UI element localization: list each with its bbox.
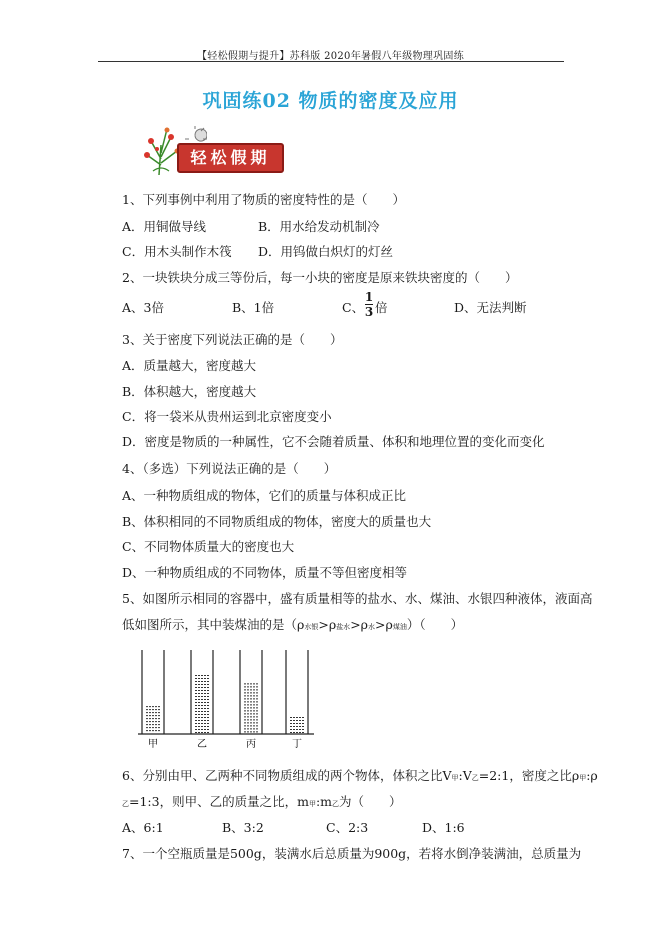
containers-figure [138,648,326,752]
q2-option-a: A、3倍 [122,300,164,315]
container-wall [191,650,213,734]
q2-option-c-prefix: C、 [342,300,365,315]
container-wall [286,650,308,734]
q5-sub-mercury: 水银 [304,623,319,631]
q2-option-b: B、1倍 [232,300,275,315]
q7-stem: 7、一个空瓶质量是500g，装满水后总质量为900g，若将水倒净装满油，总质量为 [122,846,582,861]
q1-option-a: A．用铜做导线 [122,219,207,234]
q6-line1 [122,766,598,784]
q4-option-b: B、体积相同的不同物质组成的物体，密度大的质量也大 [122,514,432,529]
page-title: 巩固练02 物质的密度及应用 [202,90,459,112]
q1-stem: 1、下列事例中利用了物质的密度特性的是（ ） [122,192,405,207]
q2-option-d: D、无法判断 [454,300,527,315]
container-4 [286,650,308,750]
q2-option-c-suffix: 倍 [375,300,388,315]
q5-sub-water: 水 [368,623,376,631]
q3-option-a: A．质量越大，密度越大 [122,358,257,373]
page-header: 【轻松假期与提升】苏科版 2020年暑假八年级物理巩固练 [196,51,465,62]
header-divider [98,61,564,62]
container-label: 乙 [197,739,207,750]
q3-stem: 3、关于密度下列说法正确的是（ ） [122,332,343,347]
q6-option-c: C、2:3 [326,820,369,835]
q1-option-d: D．用钨做白炽灯的灯丝 [258,244,394,259]
holiday-badge [177,143,284,173]
holiday-logo [137,125,287,175]
q5-sub-saltwater: 盐水 [336,623,351,631]
q2-fraction-numerator: 1 [364,290,374,304]
q6-option-d: D、1:6 [422,820,465,835]
containers-diagram [138,648,326,752]
q5-line1: 5、如图所示相同的容器中，盛有质量相等的盐水、水、煤油、水银四种液体，液面高 [122,591,593,606]
q5-line2 [122,615,463,633]
q6-line2-end: 为（ ） [339,794,402,809]
q4-option-d: D、一种物质组成的不同物体，质量不等但密度相等 [122,565,408,580]
q6-line2-text: =1:3，则甲、乙的质量之比，m [129,794,309,809]
q3-option-c: C．将一袋米从贵州运到北京密度变小 [122,409,332,424]
q5-gt-3: >ρ [375,617,393,632]
q4-stem: 4、（多选）下列说法正确的是（ ） [122,461,337,476]
container-label: 丁 [292,739,302,750]
container-1 [142,650,164,750]
q5-gt-2: >ρ [350,617,369,632]
q6-sub-1: 甲 [451,774,459,782]
q2-fraction-denominator: 3 [364,305,374,319]
q3-option-d: D．密度是物质的一种属性，它不会随着质量、体积和地理位置的变化而变化 [122,434,545,449]
q6-line1-mid: =2:1，密度之比ρ [478,768,580,783]
q6-option-b: B、3:2 [222,820,264,835]
q6-line1-text: 6、分别由甲、乙两种不同物质组成的两个物体，体积之比V [122,768,452,783]
q6-sub-2: 乙 [471,774,479,782]
container-label: 丙 [246,739,256,750]
container-wall [240,650,262,734]
container-label: 甲 [148,739,158,750]
q6-option-a: A、6:1 [122,820,164,835]
q1-option-c: C．用木头制作木筏 [122,244,232,259]
q6-sub-6: 乙 [332,800,340,808]
q5-gt-1: >ρ [318,617,337,632]
container-2 [191,650,213,750]
q1-option-b: B．用水给发动机制冷 [258,219,380,234]
q2-stem: 2、一块铁块分成三等份后，每一小块的密度是原来铁块密度的（ ） [122,270,518,285]
container-3 [240,650,262,750]
q6-sub-3: 甲 [579,774,587,782]
q6-ratio-1: :V [458,768,472,783]
q6-line2 [122,792,402,810]
q4-option-a: A、一种物质组成的物体，它们的质量与体积成正比 [122,488,407,503]
q6-ratio-3: :m [315,794,333,809]
q6-sub-5: 甲 [308,800,316,808]
q6-ratio-2: :ρ [586,768,598,783]
q6-sub-4: 乙 [122,800,129,808]
q3-option-b: B．体积越大，密度越大 [122,384,257,399]
q4-option-c: C、不同物体质量大的密度也大 [122,539,295,554]
q5-line2-end: ）（ ） [406,617,464,632]
q5-sub-kerosene: 煤油 [392,623,407,631]
q5-line2-text: 低如图所示，其中装煤油的是（ρ [122,617,305,632]
badge-text: 轻松假期 [190,148,271,167]
